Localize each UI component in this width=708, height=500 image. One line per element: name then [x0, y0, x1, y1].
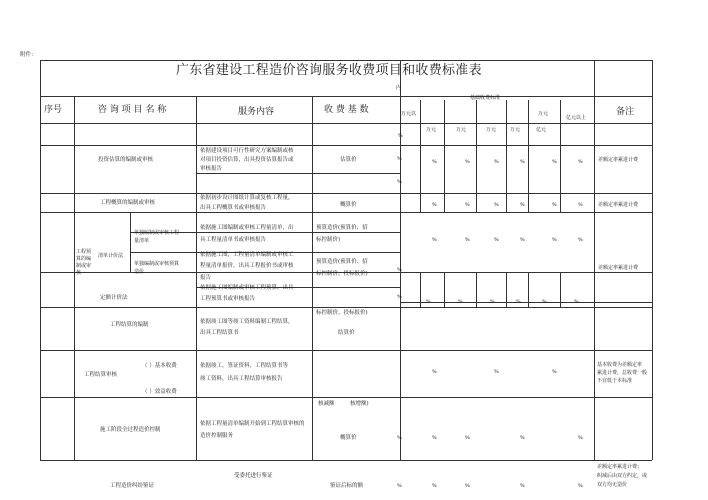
- row-item-name: 工程造价纠纷鉴证: [110, 483, 155, 489]
- percent-cell: %: [397, 179, 402, 185]
- row-sub-label: （ ）效益收费: [142, 389, 177, 395]
- row-service-line: 依据施工图编制或审核工程量清单，出: [200, 225, 294, 231]
- row-item-name: 施工阶段全过程造价控制: [100, 427, 161, 433]
- percent-cell: %: [432, 435, 437, 441]
- row-group-label: 工程预: [76, 249, 92, 255]
- percent-cell: %: [465, 237, 470, 243]
- attachment-label: 附件：: [20, 52, 37, 58]
- row-remark: 不宜低于本标准: [597, 378, 633, 384]
- row-sub-label: （ ）基本收费: [142, 363, 177, 369]
- row-service-line: 依据建设项目可行性研究方案编制或核: [200, 148, 294, 154]
- percent-cell: %: [520, 202, 525, 208]
- row-service: 受委托进行鉴证: [234, 473, 273, 479]
- row-remark: 差额定率累进计费；: [597, 464, 643, 470]
- row-service-line: 具工程量清单书或审核报告: [200, 237, 267, 243]
- percent-cell: %: [494, 237, 499, 243]
- row-base: 标控制价、投标报价): [316, 271, 368, 277]
- header-remark: 备注: [616, 107, 635, 117]
- percent-cell: %: [552, 237, 557, 243]
- percent-cell: %: [578, 237, 583, 243]
- percent-cell: %: [520, 483, 525, 489]
- row-base: 预算造价(预算价、招: [316, 259, 368, 265]
- percent-cell: %: [490, 299, 495, 305]
- row-sub-name: 单独编制或审核工程: [134, 230, 180, 236]
- percent-cell: %: [458, 299, 463, 305]
- row-service-line: 依据初步设计图纸计算或复核工程量，: [200, 195, 294, 201]
- row-service-line: 程量清单报价，出具工程报价书或审核: [200, 263, 294, 269]
- percent-cell: %: [516, 299, 521, 305]
- row-group-label: 算的编: [76, 256, 92, 262]
- row-base: 估算价: [340, 157, 357, 163]
- row-remark: 差额定率累进计费: [598, 265, 639, 271]
- row-item-name: 工程结算审核: [84, 372, 118, 378]
- percent-cell: %: [494, 159, 499, 165]
- header-tier-a: 万元: [538, 111, 549, 117]
- row-base: 预算造价(预算价、招: [316, 225, 368, 231]
- row-item-name: 工程概算的编制或审核: [100, 200, 156, 206]
- header-unit: 万元: [486, 127, 497, 133]
- row-base: 鉴证后标的额: [330, 483, 364, 489]
- document-title: 广东省建设工程造价咨询服务收费项目和收费标准表: [176, 63, 482, 78]
- row-base: 核减额: [318, 401, 335, 407]
- percent-cell: %: [574, 299, 579, 305]
- row-base: 概算价: [340, 202, 357, 208]
- row-sub-name: 单独编制或审核预算: [134, 261, 180, 267]
- header-unit: 万元: [426, 127, 437, 133]
- percent-cell: %: [432, 202, 437, 208]
- header-percent: %: [398, 133, 403, 139]
- row-service-line: 工程预算书或审核报告: [200, 296, 256, 302]
- percent-cell: %: [542, 299, 547, 305]
- percent-cell: %: [494, 369, 499, 375]
- row-remark: 差额定率累进计费: [598, 202, 639, 208]
- row-item-name: 投资估算的编制或审核: [98, 157, 154, 163]
- percent-cell: %: [578, 202, 583, 208]
- header-unit: 万元: [510, 127, 521, 133]
- percent-cell: %: [397, 483, 402, 489]
- row-item-name: 工程结算的编制: [110, 322, 149, 328]
- header-item: 咨 询 项 目 名 称: [98, 105, 167, 115]
- row-remark: 纠减后由双方约定，或: [597, 473, 648, 479]
- percent-cell: %: [397, 267, 402, 273]
- percent-cell: %: [552, 369, 557, 375]
- percent-cell: %: [552, 202, 557, 208]
- row-remark: 累进计费，总收费一般: [597, 370, 648, 376]
- row-base: 核增额): [350, 401, 369, 407]
- header-seq: 序号: [44, 105, 63, 115]
- row-service-line: 竣工资料，出具工程结算审核报告: [200, 376, 283, 382]
- header-tier1: 万元以: [401, 111, 417, 117]
- percent-cell: %: [520, 435, 525, 441]
- header-tier-note: 内: [396, 85, 402, 91]
- row-sub-name: 量清单: [134, 238, 150, 244]
- percent-cell: %: [465, 483, 470, 489]
- row-group-label: 核: [76, 270, 82, 276]
- percent-cell: %: [397, 294, 402, 300]
- row-service-line: 依据竣工，签证资料，工程结算书等: [200, 363, 289, 369]
- row-base: 标控制价): [316, 237, 341, 243]
- header-service: 服务内容: [238, 107, 275, 117]
- percent-cell: %: [397, 156, 402, 162]
- row-remark: 差额定率累进计费: [598, 157, 639, 163]
- percent-cell: %: [465, 435, 470, 441]
- header-tier-b: 亿元以上: [566, 115, 587, 121]
- row-service-line: 出具工程概算书或审核报告: [200, 205, 267, 211]
- row-service-line: 对项目投资估算，出具投资估算报告或: [200, 157, 294, 163]
- percent-cell: %: [465, 159, 470, 165]
- row-service-line: 审核报告: [200, 166, 223, 172]
- row-service-line: 造价控制服务: [200, 433, 234, 439]
- row-base: 概算价: [340, 435, 357, 441]
- percent-cell: %: [578, 483, 583, 489]
- row-base: 结算价: [338, 330, 355, 336]
- row-service-line: 依据施工图，工程量清单编制或审核工: [200, 252, 294, 258]
- percent-cell: %: [578, 159, 583, 165]
- header-unit: 万元: [456, 127, 467, 133]
- row-service-line: 报告: [200, 275, 212, 281]
- header-base: 收 费 基 数: [324, 105, 369, 115]
- row-group-label: 制或审: [76, 263, 92, 269]
- percent-cell: %: [432, 237, 437, 243]
- row-sub-name: 造价: [134, 269, 145, 275]
- percent-cell: %: [432, 159, 437, 165]
- row-remark: 基本收费为差额定率: [597, 362, 643, 368]
- percent-cell: %: [494, 202, 499, 208]
- row-service-line: 依据工程量清单编制开始到工程结算审核的: [200, 421, 305, 427]
- percent-cell: %: [426, 299, 431, 305]
- header-tier-group: 基础收费标准: [470, 95, 501, 101]
- percent-cell: %: [432, 369, 437, 375]
- percent-cell: %: [520, 159, 525, 165]
- row-service-line: 依据施工图编制或审核工程预算，出具: [200, 285, 294, 291]
- row-base: 标控制价、投标报价): [316, 310, 368, 316]
- percent-cell: %: [520, 237, 525, 243]
- percent-cell: %: [552, 159, 557, 165]
- percent-cell: %: [432, 483, 437, 489]
- row-sub-name: 清单计价法: [98, 253, 124, 259]
- row-service-line: 依据竣工图等竣工资料编制工程结算，: [200, 319, 294, 325]
- row-service-line: 出具工程结算书: [200, 330, 239, 336]
- row-remark: 双方均无造价: [597, 482, 628, 488]
- header-unit: 亿元: [536, 127, 547, 133]
- percent-cell: %: [397, 435, 402, 441]
- percent-cell: %: [578, 435, 583, 441]
- row-sub-name: 定额计价法: [100, 295, 128, 301]
- percent-cell: %: [465, 202, 470, 208]
